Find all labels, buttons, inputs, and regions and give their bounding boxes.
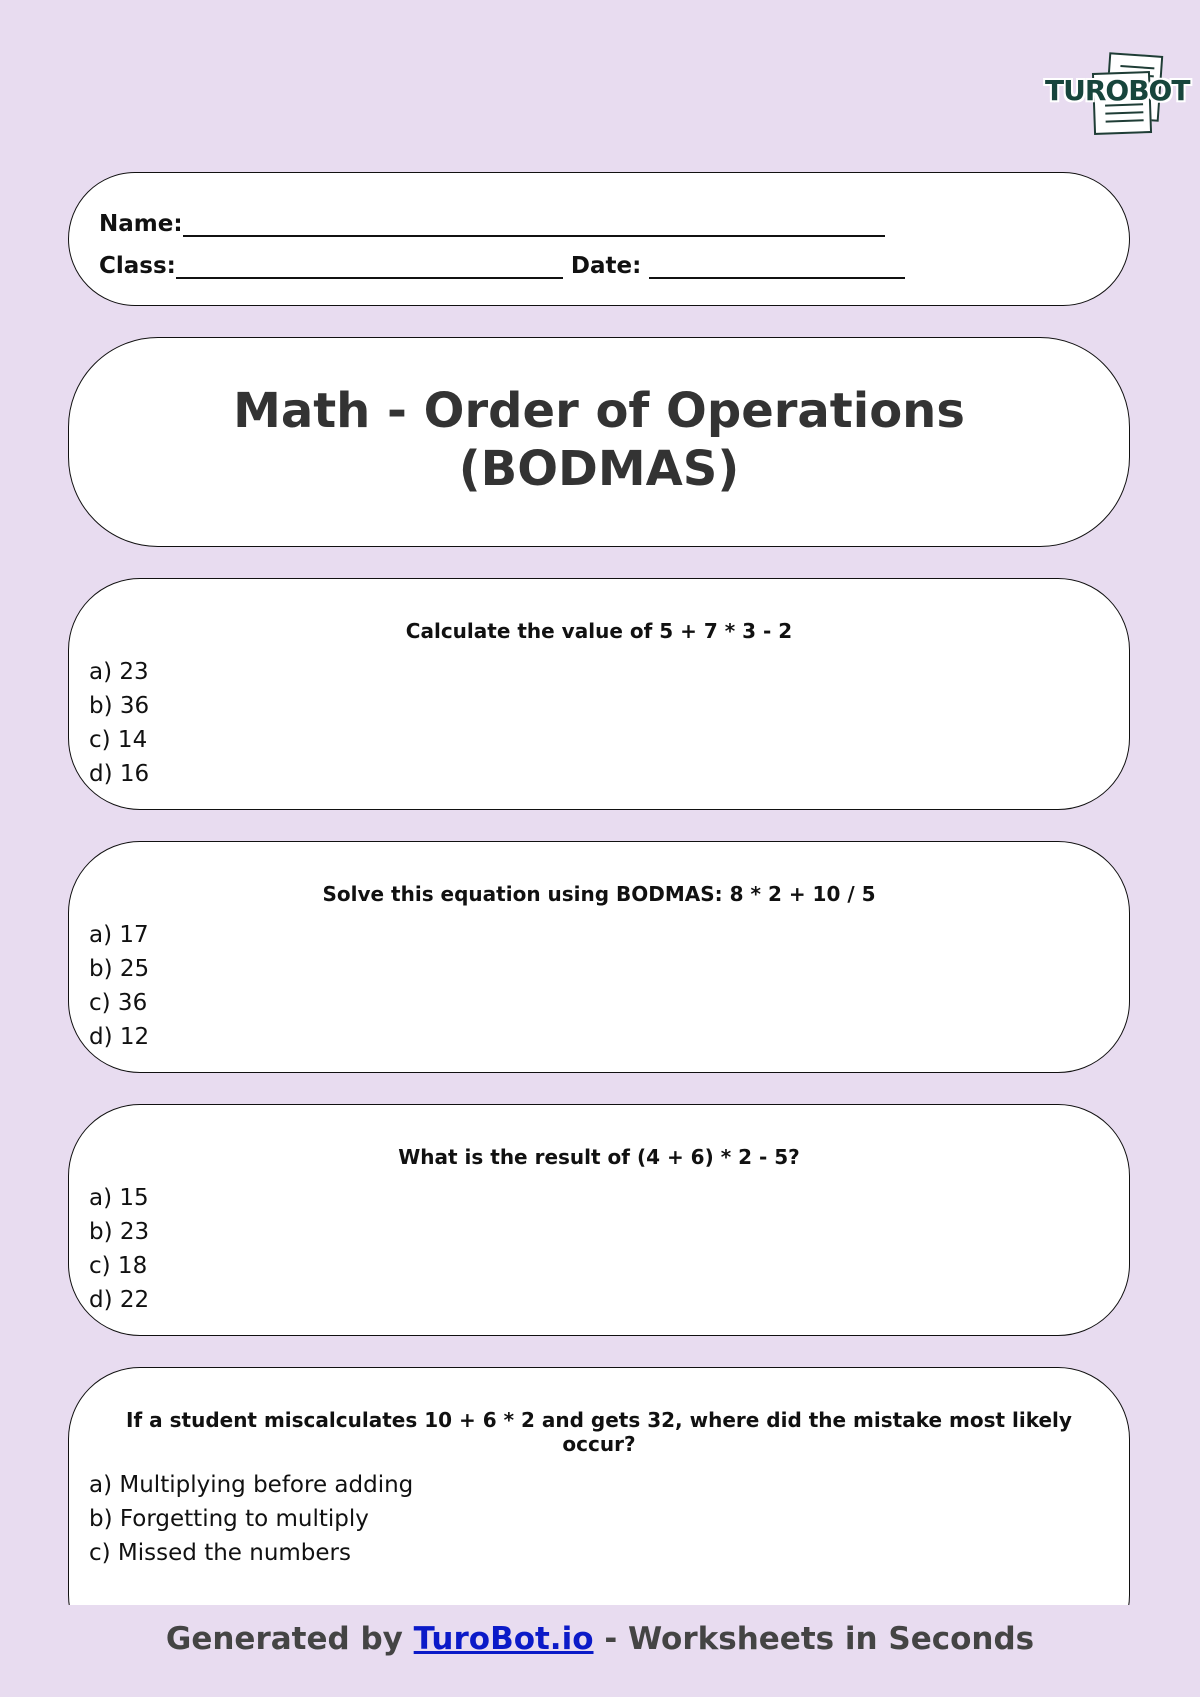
- option-c[interactable]: c) 18: [89, 1253, 148, 1279]
- question-text: Calculate the value of 5 + 7 * 3 - 2: [405, 619, 793, 643]
- title-card: [68, 337, 1130, 547]
- student-info-card: [68, 172, 1130, 306]
- name-row: [99, 211, 885, 237]
- worksheet-title: [69, 382, 1129, 498]
- date-field[interactable]: [649, 257, 905, 279]
- option-a[interactable]: a) Multiplying before adding: [89, 1472, 414, 1498]
- turobot-logo: [1045, 52, 1190, 136]
- title-line-2: (BODMAS): [458, 441, 740, 497]
- option-d[interactable]: d) 12: [89, 1024, 150, 1050]
- option-b[interactable]: b) 36: [89, 693, 150, 719]
- option-b[interactable]: b) 25: [89, 956, 150, 982]
- footer-suffix: - Worksheets in Seconds: [604, 1621, 1035, 1657]
- question-text: Solve this equation using BODMAS: 8 * 2 + 10 / 5: [322, 882, 876, 906]
- option-b[interactable]: b) 23: [89, 1219, 150, 1245]
- turobot-link[interactable]: TuroBot.io: [413, 1621, 594, 1657]
- class-field[interactable]: [176, 257, 563, 279]
- question-text: If a student miscalculates 10 + 6 * 2 and gets 32, where did the mistake most likely occur?: [126, 1408, 1072, 1456]
- option-b[interactable]: b) Forgetting to multiply: [89, 1506, 369, 1532]
- option-d[interactable]: d) 22: [89, 1287, 150, 1313]
- question-card-2: [68, 841, 1130, 1073]
- question-card-1: [68, 578, 1130, 810]
- question-text: What is the result of (4 + 6) * 2 - 5?: [398, 1145, 800, 1169]
- option-c[interactable]: c) 14: [89, 727, 148, 753]
- name-field[interactable]: [183, 215, 885, 237]
- class-label: Class:: [99, 253, 176, 279]
- logo-wordmark: TUROBOT: [1045, 74, 1190, 107]
- footer-prefix: Generated by: [165, 1621, 403, 1657]
- option-a[interactable]: a) 17: [89, 922, 149, 948]
- option-c[interactable]: c) 36: [89, 990, 148, 1016]
- question-card-3: [68, 1104, 1130, 1336]
- answer-options: [89, 1181, 149, 1317]
- class-date-row: [99, 253, 905, 279]
- name-label: Name:: [99, 211, 183, 237]
- title-line-1: Math - Order of Operations: [233, 383, 965, 439]
- answer-options: [89, 918, 149, 1054]
- date-label: Date:: [570, 253, 642, 279]
- option-a[interactable]: a) 15: [89, 1185, 149, 1211]
- option-a[interactable]: a) 23: [89, 659, 149, 685]
- answer-options: [89, 655, 149, 791]
- option-c[interactable]: c) Missed the numbers: [89, 1540, 351, 1566]
- footer: [0, 1605, 1200, 1697]
- answer-options: [89, 1468, 413, 1570]
- option-d[interactable]: d) 16: [89, 761, 150, 787]
